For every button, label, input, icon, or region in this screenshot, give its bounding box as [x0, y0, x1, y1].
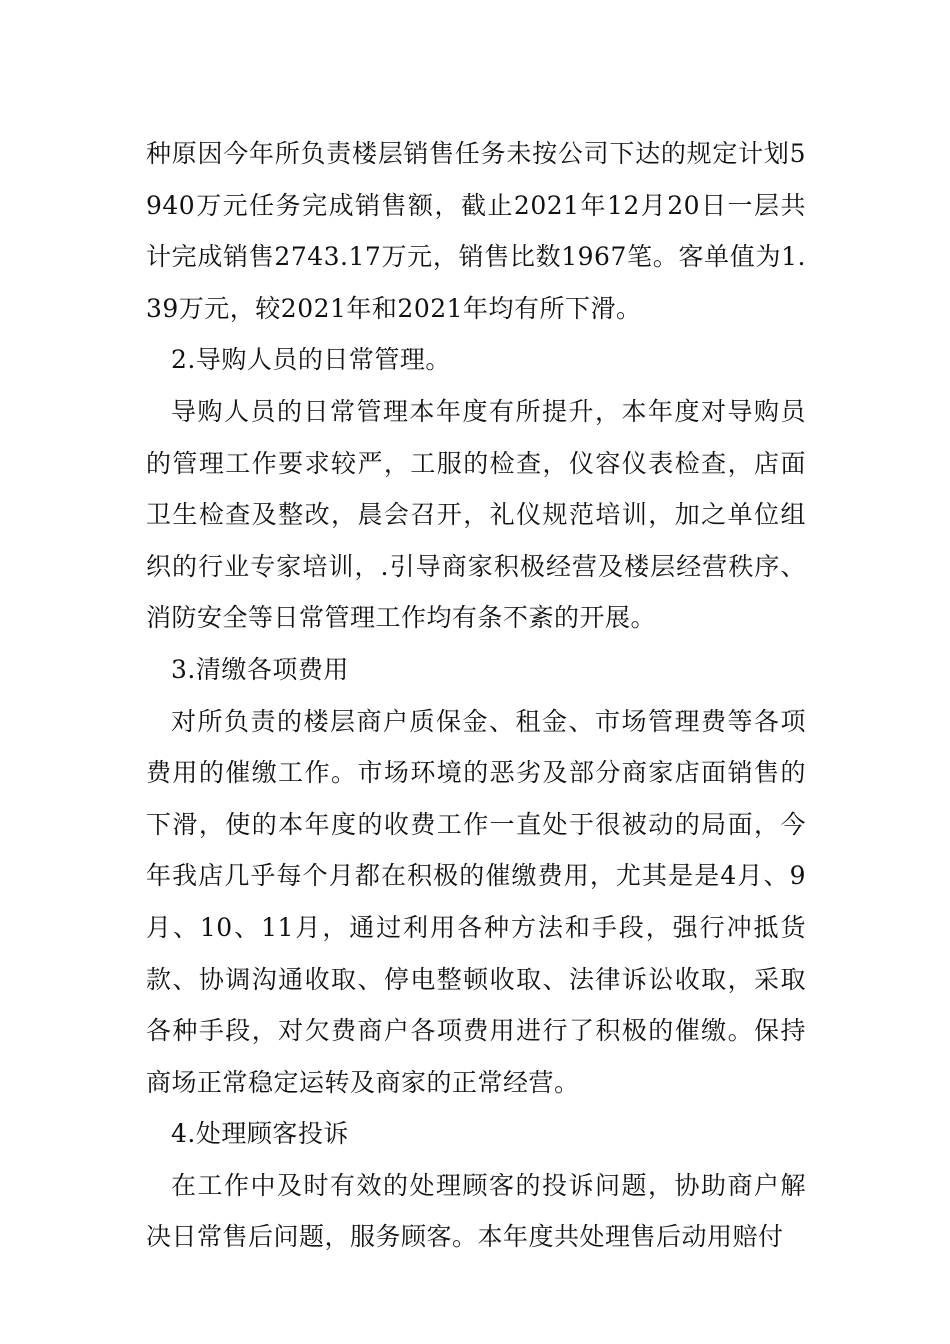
document-body: [146, 128, 806, 1263]
paragraph-guide-management: 导购人员的日常管理本年度有所提升，本年度对导购员的管理工作要求较严，工服的检查，仪容仪表检查，店面卫生检查及整改，晨会召开，礼仪规范培训，加之单位组织的行业专家培训，.引导商家积极经营及楼层经营秩序、消防安全等日常管理工作均有条不紊的开展。: [146, 396, 806, 633]
paragraph-customer-complaints: 在工作中及时有效的处理顾客的投诉问题，协助商户解决日常售后问题，服务顾客。本年度共处理售后动用赔付: [146, 1170, 806, 1252]
heading-customer-complaints: 4.处理顾客投诉: [171, 1119, 349, 1149]
paragraph-sales-summary: 种原因今年所负责楼层销售任务未按公司下达的规定计划5940万元任务完成销售额，截止2021年12月20日一层共计完成销售2743.17万元，销售比数1967笔。客单值为1.39万元，较2021年和2021年均有所下滑。: [146, 139, 806, 323]
heading-guide-management: 2.导购人员的日常管理。: [171, 345, 451, 375]
paragraph-fee-collection: 对所负责的楼层商户质保金、租金、市场管理费等各项费用的催缴工作。市场环境的恶劣及部分商家店面销售的下滑，使的本年度的收费工作一直处于很被动的局面，今年我店几乎每个月都在积极的催缴费用，尤其是是4月、9月、10、11月，通过利用各种方法和手段，强行冲抵货款、协调沟通收取、停电整顿收取、法律诉讼收取，采取各种手段，对欠费商户各项费用进行了积极的催缴。保持商场正常稳定运转及商家的正常经营。: [146, 706, 806, 1097]
heading-fee-collection: 3.清缴各项费用: [171, 654, 349, 684]
